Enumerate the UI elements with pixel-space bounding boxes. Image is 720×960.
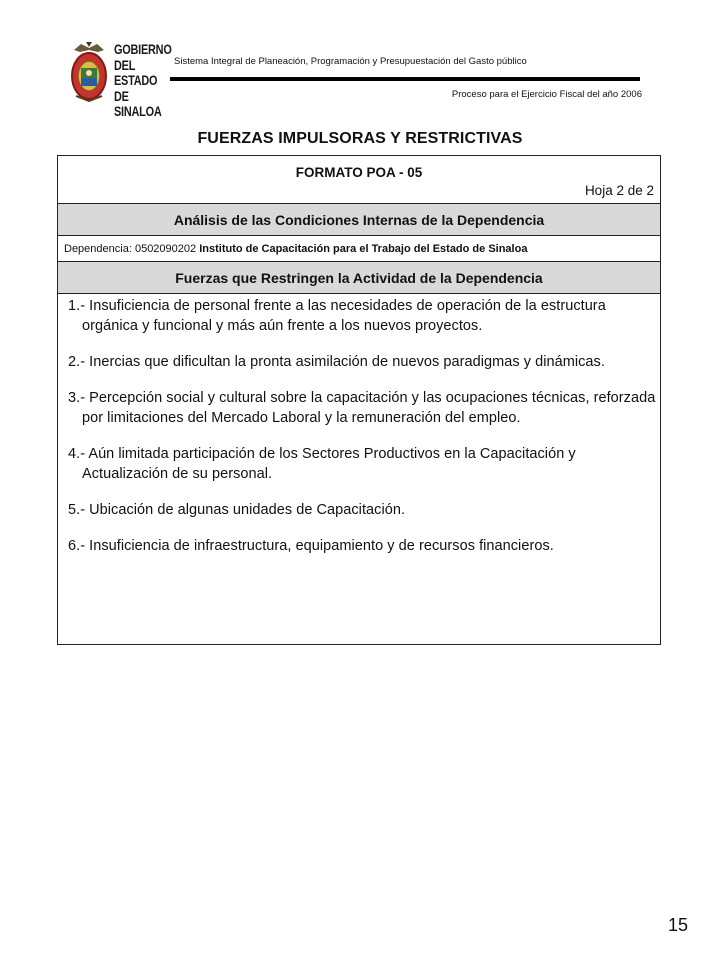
page-number: 15	[667, 915, 688, 935]
format-row	[58, 156, 660, 204]
restricting-forces-list	[68, 296, 658, 572]
page-title: FUERZAS IMPULSORAS Y RESTRICTIVAS	[197, 130, 523, 147]
analysis-heading: Análisis de las Condiciones Internas de la Dependencia	[58, 204, 660, 236]
list-item: 3.- Percepción social y cultural sobre la capacitación y las ocupaciones técnicas, reforzada por limitaciones del Mercado Laboral y la remuneración del empleo.	[68, 390, 656, 426]
sheet-number: Hoja 2 de 2	[584, 183, 654, 198]
government-logo	[64, 38, 172, 119]
dependency-row	[58, 236, 660, 262]
logo-wordmark: GOBIERNO DEL ESTADO DE SINALOA	[114, 41, 172, 119]
state-seal-icon	[68, 40, 110, 102]
list-item: 6.- Insuficiencia de infraestructura, equipamiento y de recursos financieros.	[68, 538, 554, 554]
list-item: 2.- Inercias que dificultan la pronta asimilación de nuevos paradigmas y dinámicas.	[68, 354, 605, 370]
list-item: 5.- Ubicación de algunas unidades de Capacitación.	[68, 502, 406, 518]
dependency-name: Instituto de Capacitación para el Trabajo del Estado de Sinaloa	[199, 243, 528, 255]
list-item: 1.- Insuficiencia de personal frente a las necesidades de operación de la estructura orgánica y funcional y más aún frente a los nuevos proyectos.	[68, 298, 606, 334]
list-item: 4.- Aún limitada participación de los Sectores Productivos en la Capacitación y Actualización de su personal.	[68, 446, 576, 482]
form-table	[57, 155, 661, 645]
format-name: FORMATO POA - 05	[295, 165, 423, 180]
dependency-label: Dependencia:	[64, 243, 132, 255]
restricting-forces-heading: Fuerzas que Restringen la Actividad de la Dependencia	[58, 262, 660, 294]
fiscal-process-label: Proceso para el Ejercicio Fiscal del año 2006	[451, 89, 642, 100]
dependency-code: 0502090202	[134, 243, 197, 255]
system-title: Sistema Integral de Planeación, Programación y Presupuestación del Gasto público	[174, 56, 527, 67]
header-divider	[170, 77, 640, 81]
